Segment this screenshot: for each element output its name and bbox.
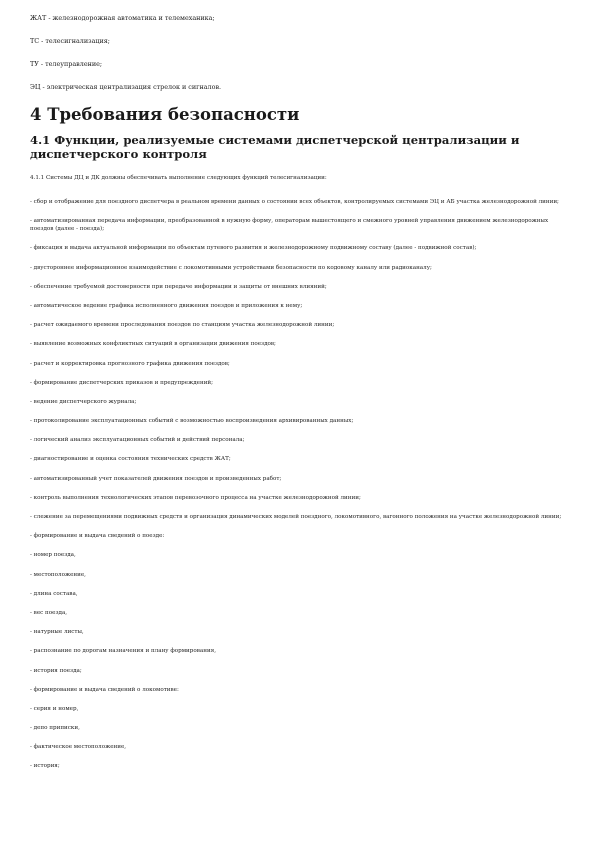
list-item: - формирование диспетчерских приказов и предупреждений;: [30, 379, 214, 386]
list-item: - выявление возможных конфликтных ситуаций в организации движения поездов;: [30, 341, 276, 348]
abbreviation-line: ТС - телесигнализация;: [30, 37, 110, 45]
list-item: - контроль выполнения технологических этапов перевозочного процесса на участке железнодорожной линии;: [30, 494, 361, 501]
list-item: - фиксация и выдача актуальной информации по объектам путевого развития и железнодорожному подвижному составу (далее - подвижной состав);: [30, 245, 477, 252]
abbreviation-line: ЭЦ - электрическая централизация стрелок и сигналов.: [30, 83, 222, 91]
list-item: - распознание по дорогам назначения и плану формирования,: [30, 648, 216, 655]
list-item: - вес поезда,: [30, 609, 68, 616]
list-item: - история;: [30, 763, 60, 770]
list-item: - формирование и выдача сведений о локомотиве:: [30, 686, 179, 693]
list-item: - протоколирование эксплуатационных событий с возможностью воспроизведения архивированных данных;: [30, 418, 354, 425]
list-item: - местоположение,: [30, 571, 86, 578]
list-item: - двустороннее информационное взаимодействие с локомотивными устройствами безопасности по кодовому каналу или радиоканалу;: [30, 264, 432, 271]
subsection-title: 4.1 Функции, реализуемые системами диспетчерской централизации и диспетчерского контроля: [30, 133, 520, 161]
list-item: - формирование и выдача сведений о поезде:: [30, 533, 165, 540]
list-item: - ведение диспетчерского журнала;: [30, 398, 137, 405]
list-item: - фактическое местоположение,: [30, 744, 127, 751]
list-item: - депо приписки,: [30, 725, 80, 732]
list-item: - история поезда;: [30, 667, 82, 674]
abbreviation-line: ЖАТ - железнодорожная автоматика и телемеханика;: [30, 14, 215, 22]
list-item: - диагностирование и оценка состояния технических средств ЖАТ;: [30, 456, 231, 463]
list-item: - обеспечение требуемой достоверности при передаче информации и защиты от внешних влияний;: [30, 283, 327, 290]
list-item: - расчет и корректировка прогнозного графика движения поездов;: [30, 360, 230, 367]
document-page: [30, 14, 570, 782]
list-item: - расчет ожидаемого времени проследования поездов по станциям участка железнодорожной линии;: [30, 322, 335, 329]
list-item: - логический анализ эксплуатационных событий и действий персонала;: [30, 437, 245, 444]
abbreviation-line: ТУ - телеуправление;: [30, 60, 103, 68]
list-item: - номер поезда,: [30, 552, 76, 559]
list-item: - сбор и отображение для поездного диспетчера в реальном времени данных о состоянии всех объектов, контролируемых системами ЭЦ и АБ участка железнодорожной линии;: [30, 199, 559, 205]
list-item: - автоматическое ведение графика исполненного движения поездов и приложения к нему;: [30, 302, 303, 309]
list-item: - натурные листы,: [30, 629, 84, 636]
list-item: - автоматизированная передача информации, преобразованной в нужную форму, операторам вышестоящего и смежного уровней управления движением железнодорожных поездов (далее - поезда);: [30, 218, 549, 233]
section-title: 4 Требования безопасности: [30, 105, 300, 124]
list-item: - длина состава,: [30, 590, 78, 597]
requirements-list: [30, 198, 570, 770]
list-item: - слежение за перемещениями подвижных средств и организация динамических моделей поездного, локомотивного, вагонного положения на участке железнодорожной линии;: [30, 514, 562, 520]
abbreviation-list: [30, 14, 570, 91]
list-item: - автоматизированный учет показателей движения поездов и произведенных работ;: [30, 475, 282, 482]
list-item: - серия и номер,: [30, 705, 79, 712]
intro-paragraph: 4.1.1 Системы ДЦ и ДК должны обеспечивать выполнение следующих функций телесигнализации:: [30, 175, 327, 181]
